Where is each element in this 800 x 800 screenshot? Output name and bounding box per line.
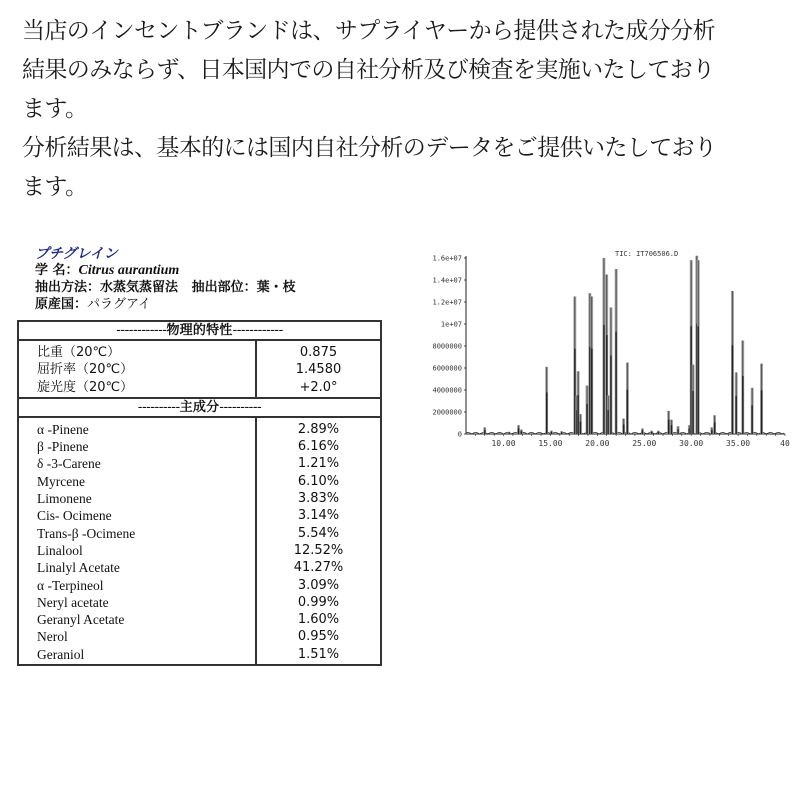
component-name: Linalyl Acetate: [37, 560, 120, 576]
x-tick-label: 35.00: [726, 439, 751, 448]
component-value: 1.60%: [297, 612, 340, 628]
property-label: 比重（20℃）: [37, 345, 121, 360]
chromatogram-plot: [400, 245, 800, 460]
intro-line: 当店のインセントブランドは、サプライヤーから提供された成分分析: [22, 18, 716, 44]
component-value: 5.54%: [297, 525, 340, 541]
property-label: 屈折率（20℃）: [37, 362, 134, 378]
origin-line: [35, 296, 383, 313]
peak-series: [466, 256, 784, 434]
component-value: 41.27%: [293, 560, 344, 576]
intro-text: [22, 12, 792, 207]
intro-line: 分析結果は、基本的には国内自社分析のデータをご提供いたしており: [22, 135, 717, 161]
analysis-table: [17, 320, 382, 666]
extraction-part: 葉・枝: [256, 280, 296, 295]
scientific-name-label: 学 名：: [35, 263, 79, 278]
extraction-line: [35, 279, 383, 296]
x-tick-label: 25.00: [632, 439, 657, 448]
intro-line: ます。: [22, 174, 88, 200]
y-tick-label: 1.2e+07: [432, 298, 462, 307]
origin-label: 原産国：: [35, 297, 88, 312]
component-name: Myrcene: [37, 473, 85, 489]
component-name: Linalool: [37, 542, 83, 558]
property-value: 0.875: [299, 345, 338, 360]
extraction-part-label: 抽出部位：: [191, 280, 257, 295]
components-header: ----------主成分----------: [18, 398, 381, 417]
chart-title: TIC: IT706506.D: [615, 250, 679, 258]
component-value: 6.10%: [297, 473, 340, 489]
spec-header: [17, 246, 383, 313]
physical-header-label: 物理的特性: [166, 323, 233, 338]
x-tick-label: 20.00: [585, 439, 610, 448]
y-tick-label: 2000000: [432, 408, 462, 417]
component-name: Geranyl Acetate: [37, 612, 125, 628]
x-tick-label: 40: [780, 439, 790, 448]
component-value: 1.21%: [297, 456, 340, 472]
component-name: Nerol: [37, 629, 68, 645]
y-axis: [432, 255, 466, 439]
property-value: 1.4580: [295, 362, 342, 378]
intro-line: 結果のみならず、日本国内での自社分析及び検査を実施いたしており: [22, 57, 715, 83]
component-value: 3.83%: [297, 491, 340, 507]
x-axis: [466, 434, 790, 448]
component-value: 3.14%: [297, 508, 340, 524]
y-tick-label: 4000000: [432, 386, 462, 395]
y-tick-label: 0: [457, 430, 462, 439]
component-name: δ -3-Carene: [37, 456, 101, 472]
y-tick-label: 1.4e+07: [432, 276, 462, 285]
component-names-cell: [18, 417, 256, 665]
component-value: 2.89%: [297, 421, 340, 437]
physical-values-cell: [256, 340, 381, 398]
component-name: β -Pinene: [37, 439, 89, 455]
component-value: 3.09%: [297, 577, 340, 593]
component-name: Limonene: [37, 491, 92, 507]
component-name: Trans-β -Ocimene: [37, 525, 136, 541]
component-value: 6.16%: [297, 439, 340, 455]
origin: パラグアイ: [87, 297, 151, 312]
property-value: +2.0°: [299, 379, 338, 395]
scientific-name-line: [35, 262, 383, 279]
component-value: 12.52%: [293, 542, 344, 558]
x-tick-label: 10.00: [491, 439, 516, 448]
components-header-label: 主成分: [179, 399, 220, 415]
scientific-name: Citrus aurantium: [78, 263, 180, 278]
extraction-method-label: 抽出方法：: [35, 280, 101, 295]
chromatogram-chart: [400, 245, 800, 460]
component-values-cell: [256, 417, 381, 665]
y-tick-label: 1e+07: [440, 320, 462, 329]
x-tick-label: 15.00: [538, 439, 563, 448]
y-tick-label: 1.6e+07: [432, 254, 462, 263]
physical-properties-header: ------------物理的特性------------: [18, 321, 381, 340]
x-tick-label: 30.00: [679, 439, 704, 448]
component-value: 0.99%: [297, 594, 340, 610]
physical-labels-cell: [18, 340, 256, 398]
intro-line: ます。: [22, 96, 88, 122]
product-name: プチグレイン: [35, 246, 118, 262]
extraction-method: 水蒸気蒸留法: [100, 280, 179, 295]
property-label: 旋光度（20℃）: [37, 379, 134, 395]
y-tick-label: 6000000: [432, 364, 462, 373]
component-name: Geraniol: [37, 646, 85, 662]
y-tick-label: 8000000: [432, 342, 462, 351]
component-value: 1.51%: [297, 646, 340, 662]
component-name: Neryl acetate: [37, 594, 109, 610]
component-name: Cis- Ocimene: [37, 508, 112, 524]
component-name: α -Terpineol: [37, 577, 104, 593]
component-value: 0.95%: [297, 629, 340, 645]
component-name: α -Pinene: [37, 421, 89, 437]
